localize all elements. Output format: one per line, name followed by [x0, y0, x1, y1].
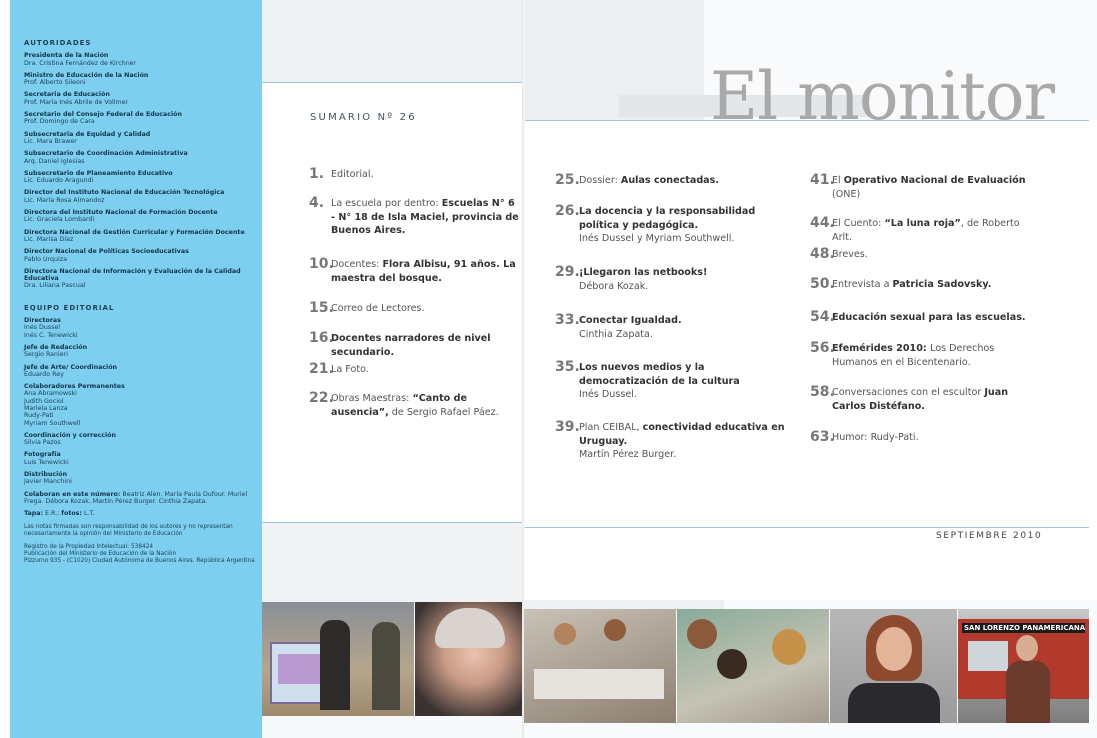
toc-page-number: 4.: [309, 195, 325, 211]
toc-page-number: 54.: [810, 309, 835, 325]
toc-title: [309, 302, 519, 316]
toc-page-number: 15.: [309, 300, 334, 316]
autoridad-name: Prof. Domingo de Cara: [24, 118, 95, 126]
toc-entry[interactable]: [810, 248, 1040, 262]
autoridad-entry: [24, 131, 256, 146]
toc-entry[interactable]: [309, 392, 519, 419]
toc-entry[interactable]: [309, 302, 519, 316]
address-line: Pizzurno 935 - (C1020) Ciudad Autónoma de Buenos Aires. República Argentina: [24, 557, 255, 564]
autoridad-role: Secretario del Consejo Federal de Educación: [24, 111, 182, 119]
toc-entry[interactable]: [555, 205, 795, 246]
toc-title-pre: La Foto.: [331, 364, 369, 375]
photo-students-painting: [262, 602, 414, 716]
autoridad-entry: [24, 229, 256, 244]
equipo-role: Coordinación y corrección: [24, 431, 116, 439]
toc-title: [309, 258, 519, 285]
autoridades-list: [24, 52, 256, 289]
toc-title-bold: “La luna roja”: [884, 218, 961, 229]
equipo-name: Eduardo Rey: [24, 370, 64, 378]
toc-title-bold: Flora Albisu, 91 años. La maestra del bosque.: [331, 259, 516, 284]
toc-page-number: 25.: [555, 172, 580, 188]
toc-title-pre: El Cuento:: [832, 218, 885, 229]
credits-column: [10, 0, 262, 738]
autoridad-role: Secretaria de Educación: [24, 91, 110, 99]
toc-title-post: Inés Dussel.: [579, 389, 637, 401]
autoridad-role: Ministro de Educación de la Nación: [24, 71, 149, 79]
autoridad-role: Subsecretaria de Equidad y Calidad: [24, 130, 151, 138]
equipo-role: Fotografía: [24, 451, 61, 459]
toc-title-bold: Docentes narradores de nivel secundario.: [331, 333, 491, 358]
photo-teenagers: [677, 609, 829, 723]
autoridad-role: Director Nacional de Políticas Socioeducativas: [24, 248, 189, 256]
equipo-name: Javier Manchini: [24, 478, 72, 486]
fotos-label: fotos:: [61, 510, 82, 518]
photo-woman-portrait: [830, 609, 957, 723]
autoridad-role: Directora del Instituto Nacional de Formación Docente: [24, 209, 218, 217]
colaboran-text: Beatriz Alen. María Paula Dufour. Muriel Frega. Débora Kozak. Martín Pérez Burger. Cinthia Zapata.: [24, 490, 248, 505]
toc-title-bold: Efemérides 2010:: [832, 343, 931, 354]
toc-entry[interactable]: [810, 386, 1040, 413]
toc-page-number: 22.: [309, 390, 334, 406]
autoridad-role: Presidenta de la Nación: [24, 52, 109, 60]
toc-page-number: 58.: [810, 384, 835, 400]
autoridad-entry: [24, 72, 256, 87]
toc-title-pre: Correo de Lectores.: [331, 303, 425, 314]
toc-title-post: Los Derechos Humanos en el Bicentenario.: [832, 343, 995, 368]
toc-title: [309, 392, 519, 419]
toc-page-number: 10.: [309, 256, 334, 272]
equipo-entry: [24, 364, 256, 379]
autoridad-name: Lic. María Rosa Almandoz: [24, 196, 105, 204]
toc-entry[interactable]: [810, 342, 1040, 369]
toc-page-number: 16.: [309, 330, 334, 346]
bottom-rule-left: [262, 522, 524, 523]
equipo-role: Jefe de Arte/ Coordinación: [24, 363, 118, 371]
toc-title-post: , de Roberto Arlt.: [832, 218, 1020, 243]
bottom-rule-right: [524, 527, 1089, 528]
toc-entry[interactable]: [309, 258, 519, 285]
sumario-title: SUMARIO Nº 26: [310, 112, 417, 123]
photo-classroom-netbooks: [524, 609, 676, 723]
toc-entry[interactable]: [810, 311, 1040, 325]
toc-title-pre: Breves.: [832, 249, 868, 260]
equipo-name: Inés Dussel Inés C. Tenewicki: [24, 324, 78, 339]
toc-title-bold: Educación sexual para las escuelas.: [832, 312, 1026, 323]
toc-title-pre: Humor: Rudy-Pati.: [832, 432, 919, 443]
autoridad-entry: [24, 268, 256, 290]
equipo-entry: [24, 317, 256, 339]
toc-title: [309, 168, 519, 182]
autoridad-entry: [24, 52, 256, 67]
issue-date: SEPTIEMBRE 2010: [936, 531, 1043, 541]
autoridad-name: Prof. Alberto Sileoni: [24, 79, 86, 87]
toc-title-pre: Dossier:: [579, 175, 621, 186]
toc-page-number: 26.: [555, 203, 580, 219]
toc-page-number: 35.: [555, 359, 580, 375]
toc-title-bold: conectividad educativa en Uruguay.: [579, 422, 785, 447]
fotos-text: L.T.: [81, 510, 95, 518]
toc-page-number: 63.: [810, 429, 835, 445]
toc-title-post: Débora Kozak.: [579, 280, 649, 292]
autoridad-role: Directora Nacional de Gestión Curricular y Formación Docente: [24, 228, 245, 236]
equipo-role: Colaboradores Permanentes: [24, 383, 125, 391]
autoridad-entry: [24, 91, 256, 106]
toc-title: [810, 174, 1040, 201]
toc-page-number: 44.: [810, 215, 835, 231]
photo-sculptor-bus: [958, 609, 1089, 723]
equipo-entry: [24, 383, 256, 427]
toc-title-post: Inés Dussel y Myriam Southwell.: [579, 233, 735, 245]
toc-title-bold: ¡Llegaron las netbooks!: [579, 267, 708, 278]
toc-title: [810, 278, 1040, 292]
autoridad-entry: [24, 150, 256, 165]
toc-entry[interactable]: [555, 361, 795, 402]
toc-page-number: 48.: [810, 246, 835, 262]
autoridad-role: Director del Instituto Nacional de Educación Tecnológica: [24, 189, 225, 197]
autoridad-name: Lic. Eduardo Aragundi: [24, 177, 94, 185]
toc-title-post: Cinthia Zapata.: [579, 328, 653, 340]
autoridad-role: Subsecretario de Planeamiento Educativo: [24, 169, 173, 177]
toc-title-pre: Editorial.: [331, 169, 374, 180]
toc-title: [555, 314, 795, 341]
toc-title-bold: Aulas conectadas.: [620, 175, 720, 186]
toc-entry[interactable]: [309, 197, 519, 238]
autoridad-name: Dra. Cristina Fernández de Kirchner: [24, 59, 137, 67]
toc-title-bold: Operativo Nacional de Evaluación: [843, 175, 1026, 186]
toc-entry[interactable]: [309, 168, 519, 182]
toc-title: [309, 363, 519, 377]
toc-entry[interactable]: [810, 217, 1040, 244]
toc-title: [810, 248, 1040, 262]
equipo-name: Luis Tenewicki: [24, 458, 69, 466]
toc-entry[interactable]: [810, 174, 1040, 201]
equipo-role: Jefe de Redacción: [24, 343, 88, 351]
toc-title-bold: Los nuevos medios y la democratización de la cultura: [579, 362, 740, 387]
autoridad-name: Lic. Marisa Díaz: [24, 235, 74, 243]
colaboran-label: Colaboran en este número:: [24, 490, 121, 498]
toc-entry[interactable]: [309, 332, 519, 359]
autoridad-name: Lic. Mara Brawer: [24, 137, 77, 145]
toc-page-number: 29.: [555, 264, 580, 280]
toc-title-post: de Sergio Rafael Páez.: [388, 406, 499, 418]
masthead-title: El monitor: [710, 58, 1055, 135]
registro-line: Registro de la Propiedad Intelectual: 538424: [24, 543, 154, 550]
toc-title-pre: Conversaciones con el escultor: [832, 387, 985, 398]
toc-title: [810, 386, 1040, 413]
toc-title: [555, 421, 795, 462]
autoridad-entry: [24, 111, 256, 126]
equipo-entry: [24, 344, 256, 359]
top-rule-left: [262, 82, 524, 83]
toc-page-number: 33.: [555, 312, 580, 328]
equipo-entry: [24, 432, 256, 447]
toc-title-bold: La docencia y la responsabilidad política y pedagógica.: [579, 206, 756, 231]
colaboran-block: [24, 491, 256, 506]
bus-sign: SAN LORENZO PANAMERICANA: [964, 624, 1086, 632]
toc-title-pre: El: [832, 175, 844, 186]
toc-entry[interactable]: [555, 314, 795, 341]
autoridad-name: Lic. Graciela Lombardi: [24, 216, 95, 224]
toc-title: [810, 431, 1040, 445]
toc-title: [810, 311, 1040, 325]
toc-title: [555, 205, 795, 246]
autoridad-role: Directora Nacional de Información y Evaluación de la Calidad Educativa: [24, 267, 241, 283]
toc-title-bold: Escuelas N° 6 - N° 18 de Isla Maciel, provincia de Buenos Aires.: [331, 198, 519, 237]
equipo-role: Distribución: [24, 471, 68, 479]
autoridad-entry: [24, 209, 256, 224]
toc-title: [555, 266, 795, 293]
toc-title: [309, 332, 519, 359]
autoridad-entry: [24, 189, 256, 204]
toc-page-number: 56.: [810, 340, 835, 356]
toc-entry[interactable]: [810, 278, 1040, 292]
toc-title: [810, 342, 1040, 369]
photo-elderly-woman: [415, 602, 522, 716]
equipo-entry: [24, 471, 256, 486]
toc-entry[interactable]: [810, 431, 1040, 445]
toc-title-bold: Conectar Igualdad.: [579, 315, 682, 326]
toc-title-pre: La escuela por dentro:: [331, 198, 442, 209]
tapa-text: E.R.;: [43, 510, 62, 518]
autoridades-title: AUTORIDADES: [24, 39, 92, 47]
toc-title-bold: Patricia Sadovsky.: [892, 279, 992, 290]
autoridad-entry: [24, 170, 256, 185]
toc-title-post: Martín Pérez Burger.: [579, 449, 677, 461]
fine-print-block: [24, 544, 256, 565]
autoridad-name: Prof. María Inés Abrile de Vollmer: [24, 98, 129, 106]
toc-title-pre: Entrevista a: [832, 279, 893, 290]
toc-entry[interactable]: [555, 174, 795, 188]
toc-page-number: 50.: [810, 276, 835, 292]
equipo-name: Ana Abramowski Judith Gociol Mariela Lanza Rudy-Pati Myriam Southwell: [24, 390, 81, 427]
toc-title: [555, 174, 795, 188]
toc-title-pre: Docentes:: [331, 259, 383, 270]
autoridad-entry: [24, 248, 256, 263]
toc-entry[interactable]: [555, 421, 795, 462]
toc-title-pre: Obras Maestras:: [331, 393, 413, 404]
equipo-list: [24, 317, 256, 486]
publicacion-line: Publicación del Ministerio de Educación de la Nación: [24, 550, 177, 557]
equipo-name: Silvia Pazos: [24, 439, 61, 447]
toc-page-number: 39.: [555, 419, 580, 435]
equipo-title: EQUIPO EDITORIAL: [24, 303, 115, 312]
equipo-role: Directoras: [24, 317, 61, 325]
autoridad-name: Pablo Urquiza: [24, 255, 67, 263]
toc-title: [309, 197, 519, 238]
toc-title-pre: Plan CEIBAL,: [579, 422, 643, 433]
toc-page-number: 41.: [810, 172, 835, 188]
autoridad-name: Dra. Liliana Pascual: [24, 282, 86, 290]
toc-title: [555, 361, 795, 402]
toc-page-number: 1.: [309, 166, 325, 182]
toc-title: [810, 217, 1040, 244]
toc-entry[interactable]: [309, 363, 519, 377]
autoridad-name: Arq. Daniel Iglesias: [24, 157, 85, 165]
autoridad-role: Subsecretario de Coordinación Administrativa: [24, 150, 188, 158]
toc-page-number: 21.: [309, 361, 334, 377]
tapa-block: [24, 510, 256, 517]
toc-title-bold: Juan Carlos Distéfano.: [832, 387, 1009, 412]
toc-title-bold: “Canto de ausencia”,: [331, 393, 467, 418]
toc-title-post: (ONE): [832, 188, 861, 200]
equipo-entry: [24, 451, 256, 466]
disclaimer-note: Las notas firmadas son responsabilidad de los autores y no representan necesariamente la opinión del Ministerio de Educación: [24, 523, 233, 537]
equipo-name: Sergio Ranieri: [24, 351, 68, 359]
tapa-label: Tapa:: [24, 510, 44, 518]
toc-entry[interactable]: [555, 266, 795, 293]
